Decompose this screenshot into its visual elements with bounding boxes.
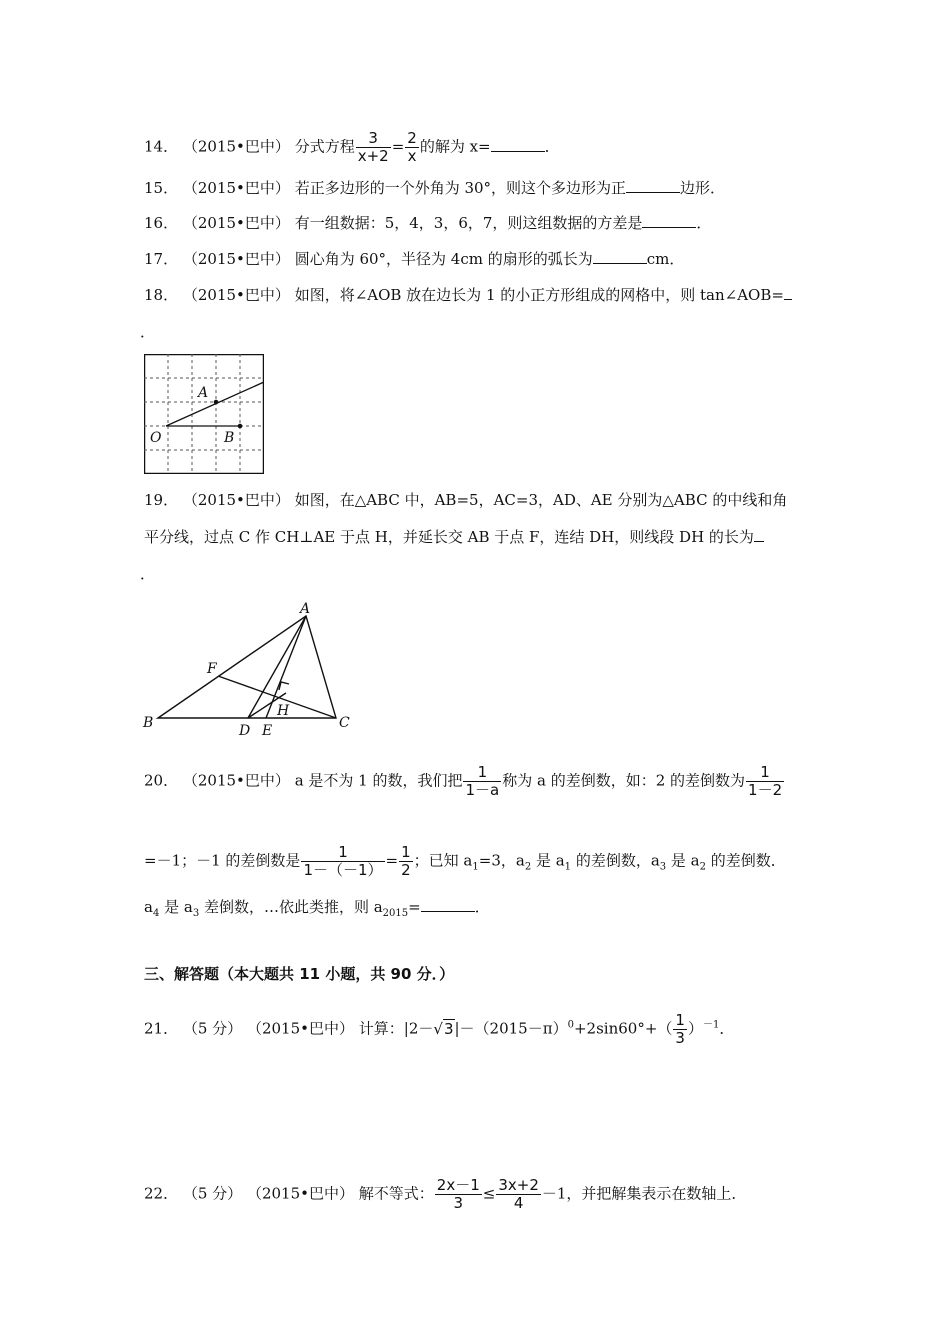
answer-blank (784, 285, 792, 300)
q14-number: 14． (144, 137, 179, 156)
q16-number: 16． (144, 214, 179, 232)
grid-border (145, 355, 264, 474)
label-a: A (300, 601, 311, 617)
q20-source: （2015•巴中） (182, 771, 290, 790)
answer-blank (754, 527, 764, 542)
question-17: 17． （2015•巴中） 圆心角为 60°，半径为 4cm 的扇形的弧长为 cm． (144, 250, 685, 268)
q19-source: （2015•巴中） (182, 491, 290, 509)
label-b: B (143, 715, 154, 731)
label-a: A (198, 385, 209, 401)
q16-source: （2015•巴中） (182, 214, 290, 232)
question-18 (144, 285, 792, 305)
question-19 (144, 490, 787, 510)
question-15: 15． （2015•巴中） 若正多边形的一个外角为 30°，则这个多边形为正 边形． (144, 179, 726, 197)
label-e: E (262, 723, 273, 739)
sqrt-symbol: √3 (433, 1019, 454, 1038)
q18-grid-figure (144, 354, 264, 474)
triangle-abc (158, 616, 336, 718)
label-c: C (339, 715, 350, 731)
q19-number: 19． (144, 491, 179, 509)
label-b: B (224, 430, 235, 446)
question-16: 16． （2015•巴中） 有一组数据：5，4，3，6，7，则这组数据的方差是 ． (144, 214, 712, 232)
question-20: 20． （2015•巴中） a 是不为 1 的数，我们把 $\frac{1}{1-a}$ 称为 a 的差倒数，如：2 的差倒数为 $\frac{1}{1-2}$ (144, 763, 783, 799)
q21-source: （2015•巴中） (246, 1019, 354, 1038)
q20-fraction-4: $\frac{1}{2}$ (401, 843, 411, 879)
q21-fraction: $\frac{1}{3}$ (675, 1011, 685, 1047)
q20-number: 20． (144, 771, 179, 790)
q19-text-1: 如图，在△ABC 中，AB=5，AC=3，AD、AE 分别为△ABC 的中线和角 (294, 491, 788, 509)
q18-source: （2015•巴中） (182, 286, 290, 304)
q19-text-2: 平分线，过点 C 作 CH⊥AE 于点 H，并延长交 AB 于点 F，连结 DH，则线段 DH 的长为 (144, 528, 754, 546)
q14-fraction-2: $\frac{2}{x}$ (407, 129, 417, 165)
question-22: 22． （5 分） （2015•巴中） 解不等式： $\frac{2x-1}{3}$ ≤ $\frac{3x+2}{4}$ －1，并把解集表示在数轴上． (144, 1176, 747, 1212)
q19-triangle-figure (140, 598, 362, 740)
q20-line-3: $a_4$ 是 $a_3$ 差倒数，…依此类推，则 $a_{2015}=$ ． (144, 898, 490, 919)
label-f: F (207, 661, 217, 677)
q14-fraction-1: $\frac{3}{x+2}$ (357, 129, 389, 165)
q19-line-2 (144, 527, 764, 547)
question-21: 21． （5 分） （2015•巴中） 计算：$|2-√3|-(2015-\pi)^0+2\sin 60^\circ+$（ $\frac{1}{3}$ ）$^{-1}$． (144, 1011, 735, 1047)
q18-end-mark: ． (140, 323, 156, 341)
q14-text: 分式方程 (294, 137, 355, 156)
q20-line-2: =－1；－1 的差倒数是 $\frac{1}{1-(-1)}$ = $\frac{1}{2}$ ；已知 $a_1=3$，$a_2$ 是 $a_1$ 的差倒数，$a_3$ 是 $a_2$ 的差倒数． (144, 843, 786, 879)
q17-text: 圆心角为 60°，半径为 4cm 的扇形的弧长为 (294, 250, 593, 268)
q20-fraction-1: $\frac{1}{1-a}$ (465, 763, 500, 799)
answer-blank (642, 213, 696, 228)
label-d: D (239, 723, 251, 739)
point-a (214, 400, 219, 405)
grid-lines (144, 354, 264, 474)
q15-text: 若正多边形的一个外角为 30°，则这个多边形为正 (294, 179, 627, 197)
q16-text: 有一组数据：5，4，3，6，7，则这组数据的方差是 (294, 214, 643, 232)
q20-fraction-2: $\frac{1}{1-2}$ (748, 763, 783, 799)
right-angle-mark (279, 682, 289, 690)
answer-blank (491, 137, 545, 152)
q15-number: 15． (144, 179, 179, 197)
point-b (238, 424, 243, 429)
section-3-title: 三、解答题（本大题共 11 小题，共 90 分．） (144, 965, 455, 983)
answer-blank (593, 249, 647, 264)
answer-blank (626, 178, 680, 193)
q17-source: （2015•巴中） (182, 250, 290, 268)
label-o: O (150, 430, 162, 446)
question-14: 14． （2015•巴中） 分式方程 $\frac{3}{x+2}$ = $\frac{2}{x}$ 的解为 x= ． (144, 129, 560, 165)
answer-blank (421, 897, 475, 912)
label-h: H (277, 703, 290, 719)
q21-score: （5 分） (182, 1019, 243, 1038)
q21-number: 21． (144, 1019, 179, 1038)
q22-number: 22． (144, 1184, 179, 1203)
q18-number: 18． (144, 286, 179, 304)
q22-score: （5 分） (182, 1184, 243, 1203)
q15-source: （2015•巴中） (182, 179, 290, 197)
q18-text: 如图，将∠AOB 放在边长为 1 的小正方形组成的网格中，则 tan∠AOB= (294, 286, 784, 304)
q20-fraction-3: $\frac{1}{1-(-1)}$ (303, 843, 383, 879)
q17-number: 17． (144, 250, 179, 268)
q14-source: （2015•巴中） (182, 137, 290, 156)
q19-end-mark: ． (140, 565, 156, 583)
q22-source: （2015•巴中） (246, 1184, 354, 1203)
q22-fraction-2: $\frac{3x+2}{4}$ (498, 1176, 539, 1212)
q22-fraction-1: $\frac{2x-1}{3}$ (436, 1176, 480, 1212)
